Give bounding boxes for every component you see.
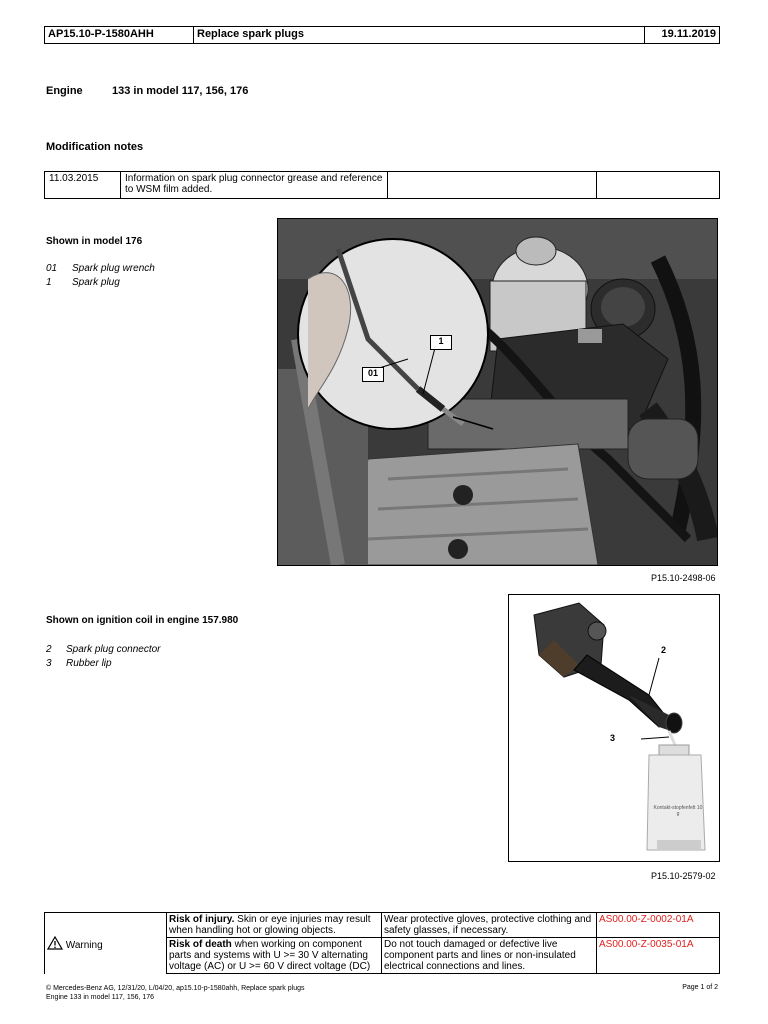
engine-value: 133 in model 117, 156, 176 [112,85,249,97]
legend-number: 01 [46,263,58,274]
risk-title: Risk of death [169,939,232,950]
risk-title: Risk of injury. [169,914,235,925]
legend-item [46,263,155,277]
document-id: AP15.10-P-1580AHH [45,27,194,44]
section-title: Shown in model 176 [46,236,143,247]
callout-1: 1 [430,335,452,350]
warning-label: Warning [65,939,103,951]
figure-caption: P15.10-2498-06 [651,573,716,583]
engine-photo [277,218,718,566]
tube-label: Kontakt-stopfenfett 10 g [653,805,703,817]
callout-01: 01 [362,367,384,382]
legend-list [46,644,161,672]
section-title: Shown on ignition coil in engine 157.980 [46,615,239,626]
risk-description [167,913,382,938]
safety-reference: AS00.00-Z-0002-01A [597,913,720,938]
modification-cell [597,172,720,199]
document-header [44,26,720,44]
warning-triangle-icon [47,936,63,950]
engine-label: Engine [46,85,83,97]
modification-heading: Modification notes [46,141,144,153]
warning-table [44,912,720,974]
page-number: Page 1 of 2 [682,984,718,991]
risk-description [167,938,382,974]
safety-reference: AS00.00-Z-0035-01A [597,938,720,974]
legend-item [46,658,161,672]
legend-number: 3 [46,658,52,669]
risk-text: when working on component parts and systems with U >= 30 V alternating voltage (AC) or U >= 60 V direct voltage (DC) [169,939,371,972]
legend-item [46,644,161,658]
legend-item [46,277,155,291]
modification-note: Information on spark plug connector grease and reference to WSM film added. [121,172,388,199]
legend-text: Rubber lip [66,658,112,669]
ignition-coil-photo [508,594,720,862]
page-footer [46,984,305,1002]
modification-table [44,171,720,199]
document-date: 19.11.2019 [645,27,720,44]
warning-label-cell [45,913,167,974]
table-row [45,172,720,199]
legend-number: 1 [46,277,52,288]
legend-list [46,263,155,291]
safety-measure: Do not touch damaged or defective live component parts and lines or non-insulated electrical connections and lines. [382,938,597,974]
engine-line [46,85,248,97]
legend-text: Spark plug wrench [72,263,155,274]
figure-caption: P15.10-2579-02 [651,871,716,881]
legend-text: Spark plug connector [66,644,161,655]
footer-engine: Engine 133 in model 117, 156, 176 [46,994,155,1001]
callout-3: 3 [610,733,616,743]
document-title: Replace spark plugs [194,27,645,44]
risk-text: Skin or eye injuries may result when handling hot or glowing objects. [169,914,371,936]
footer-copyright: © Mercedes-Benz AG, 12/31/20, L/04/20, ap15.10-p-1580ahh, Replace spark plugs [46,985,305,992]
legend-text: Spark plug [72,277,120,288]
table-row [45,913,720,938]
safety-measure: Wear protective gloves, protective clothing and safety glasses, if necessary. [382,913,597,938]
callout-2: 2 [661,645,667,655]
legend-number: 2 [46,644,52,655]
engine-bay-illustration [278,219,717,565]
modification-cell [388,172,597,199]
modification-date: 11.03.2015 [45,172,121,199]
ignition-coil-illustration [509,595,719,861]
